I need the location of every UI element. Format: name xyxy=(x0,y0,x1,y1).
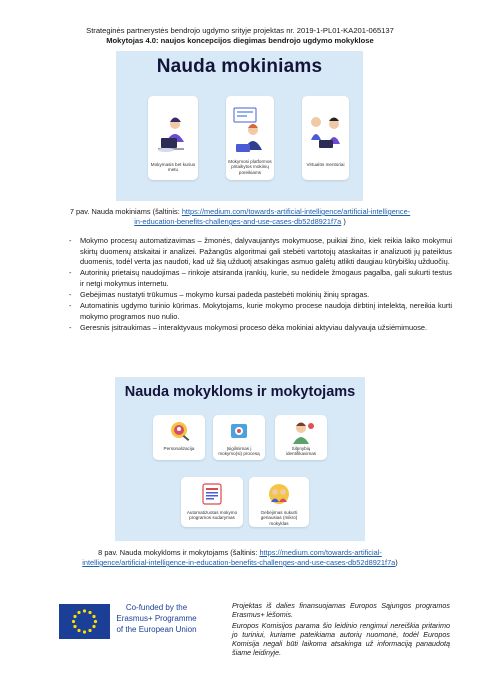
figure-title: Nauda mokykloms ir mokytojams xyxy=(124,384,356,400)
disclaimer-paragraph: Projektas iš dalies finansuojamas Europos Sąjungos programos Erasmus+ lėšomis. xyxy=(232,601,450,620)
source-link[interactable]: https://medium.com/towards-artificial- xyxy=(259,548,382,557)
source-link[interactable]: https://medium.com/towards-artificial-intelligence/artificial-intelligence- xyxy=(181,207,411,216)
teacher-screen-illustration xyxy=(226,100,274,160)
cofunded-text: Co-funded by the Erasmus+ Programme of the European Union xyxy=(116,603,197,634)
figure-school-teacher-benefits xyxy=(115,377,365,541)
weakness-person-icon xyxy=(275,418,327,444)
curriculum-document-icon xyxy=(181,480,243,508)
disclaimer-paragraph: Europos Komisijos parama šio leidinio rengimui nereiškia pritarimo jo turiniui, kuriame pateikiama autorių nuomonė, todėl Europos Komisija negali būti laikoma atsakinga už informaciją panaudotą šiame leidinyje. xyxy=(232,620,450,658)
caption-prefix: 7 pav. Nauda mokiniams (šaltinis: xyxy=(69,207,182,216)
benefit-card-label: Įsigilinimas į mokymo(si) procesą xyxy=(218,446,260,457)
student-laptop-illustration xyxy=(148,100,198,160)
benefit-card xyxy=(153,415,205,460)
document-header-title: Mokytojas 4.0: naujos koncepcijos diegimas bendrojo ugdymo mokyklose xyxy=(106,36,374,45)
page-footer xyxy=(0,588,480,679)
figure-student-benefits xyxy=(116,51,363,201)
figure-title: Nauda mokiniams xyxy=(156,56,323,77)
benefit-card xyxy=(249,477,309,527)
magnifier-icon xyxy=(153,418,205,444)
benefit-card xyxy=(302,96,349,180)
benefit-card-label: Personalizacija xyxy=(163,446,195,451)
source-link[interactable]: in-education-benefits-challenges-and-use-cases-db52d8921f7a xyxy=(134,217,342,226)
benefit-card-label: Gebėjimas sukurti geriausias (mikro) mokyklas xyxy=(260,510,298,526)
caption-prefix: 8 pav. Nauda mokykloms ir mokytojams (šaltinis: xyxy=(98,548,260,557)
caption-suffix: ) xyxy=(395,558,398,567)
benefit-card-label: Silpnybių identifikavimas xyxy=(285,446,317,457)
benefit-card-label: Automatizuotas mokymo programos sudarymas xyxy=(186,510,238,521)
benefit-card xyxy=(275,415,327,460)
list-item: - Autorinių prietaisų naudojimas – rinkoje atsiranda įrankių, kurie, su nedidele žmogaus pagalba, gali sukurti testus ir netgi mokymus internetu. xyxy=(69,268,452,288)
benefit-card-label: Virtualūs mentoriai xyxy=(306,162,345,167)
list-item: - Gebėjimas nustatyti trūkumus – mokymo kursai padeda pastebėti mokinių žinių spragas. xyxy=(69,290,370,300)
figure-caption xyxy=(0,207,480,227)
benefit-card xyxy=(181,477,243,527)
benefit-card xyxy=(226,96,274,180)
benefits-list xyxy=(69,236,452,334)
list-item: - Mokymo procesų automatizavimas – žmonės, dalyvaujantys mokymuose, puikiai žino, kiek reikia laiko mokymui skirtų duomenų atskaitai ir analizei. Pažangūs algoritmai gali stebėti vartotojų ataskaitas ir analizuoti jų pateiktus duomenis, todėl verta jas naudoti, kad už šią užduotį atsakingas asmuo galėtų atlikti daugiau kūrybiškų užduočių. xyxy=(69,236,452,267)
benefit-card xyxy=(213,415,265,460)
list-item: - Geresnis įsitraukimas – interaktyvaus mokymosi proceso dėka mokiniai aktyviau dalyvauja užsiėmimuose. xyxy=(69,323,428,333)
process-insight-icon xyxy=(213,418,265,444)
figure-caption xyxy=(0,548,480,568)
school-community-icon xyxy=(249,480,309,508)
benefit-card xyxy=(148,96,198,180)
list-item: - Automatinis ugdymo turinio kūrimas. Mokytojams, kurie mokymo procese naudoja dirbtinį intelektą, nereikia kurti mokymo programos nuo nulio. xyxy=(69,301,452,321)
eu-flag-logo xyxy=(59,604,110,639)
benefit-card-label: Mokymasis bet kuriuo metu xyxy=(150,162,196,173)
funding-disclaimer xyxy=(232,601,450,659)
source-link[interactable]: intelligence/artificial-intelligence-in-education-benefits-challenges-and-use-cases-db52d8921f7a xyxy=(82,558,396,567)
caption-suffix: ) xyxy=(341,217,346,226)
document-header-project: Strateginės partnerystės bendrojo ugdymo srityje projektas nr. 2019-1-PL01-KA201-065137 xyxy=(86,26,394,35)
eu-stars-icon xyxy=(59,604,110,639)
benefit-card-label: Mokymosi platformos pritaikytos mokinių poreikiams xyxy=(228,159,272,175)
virtual-mentor-illustration xyxy=(302,100,349,160)
